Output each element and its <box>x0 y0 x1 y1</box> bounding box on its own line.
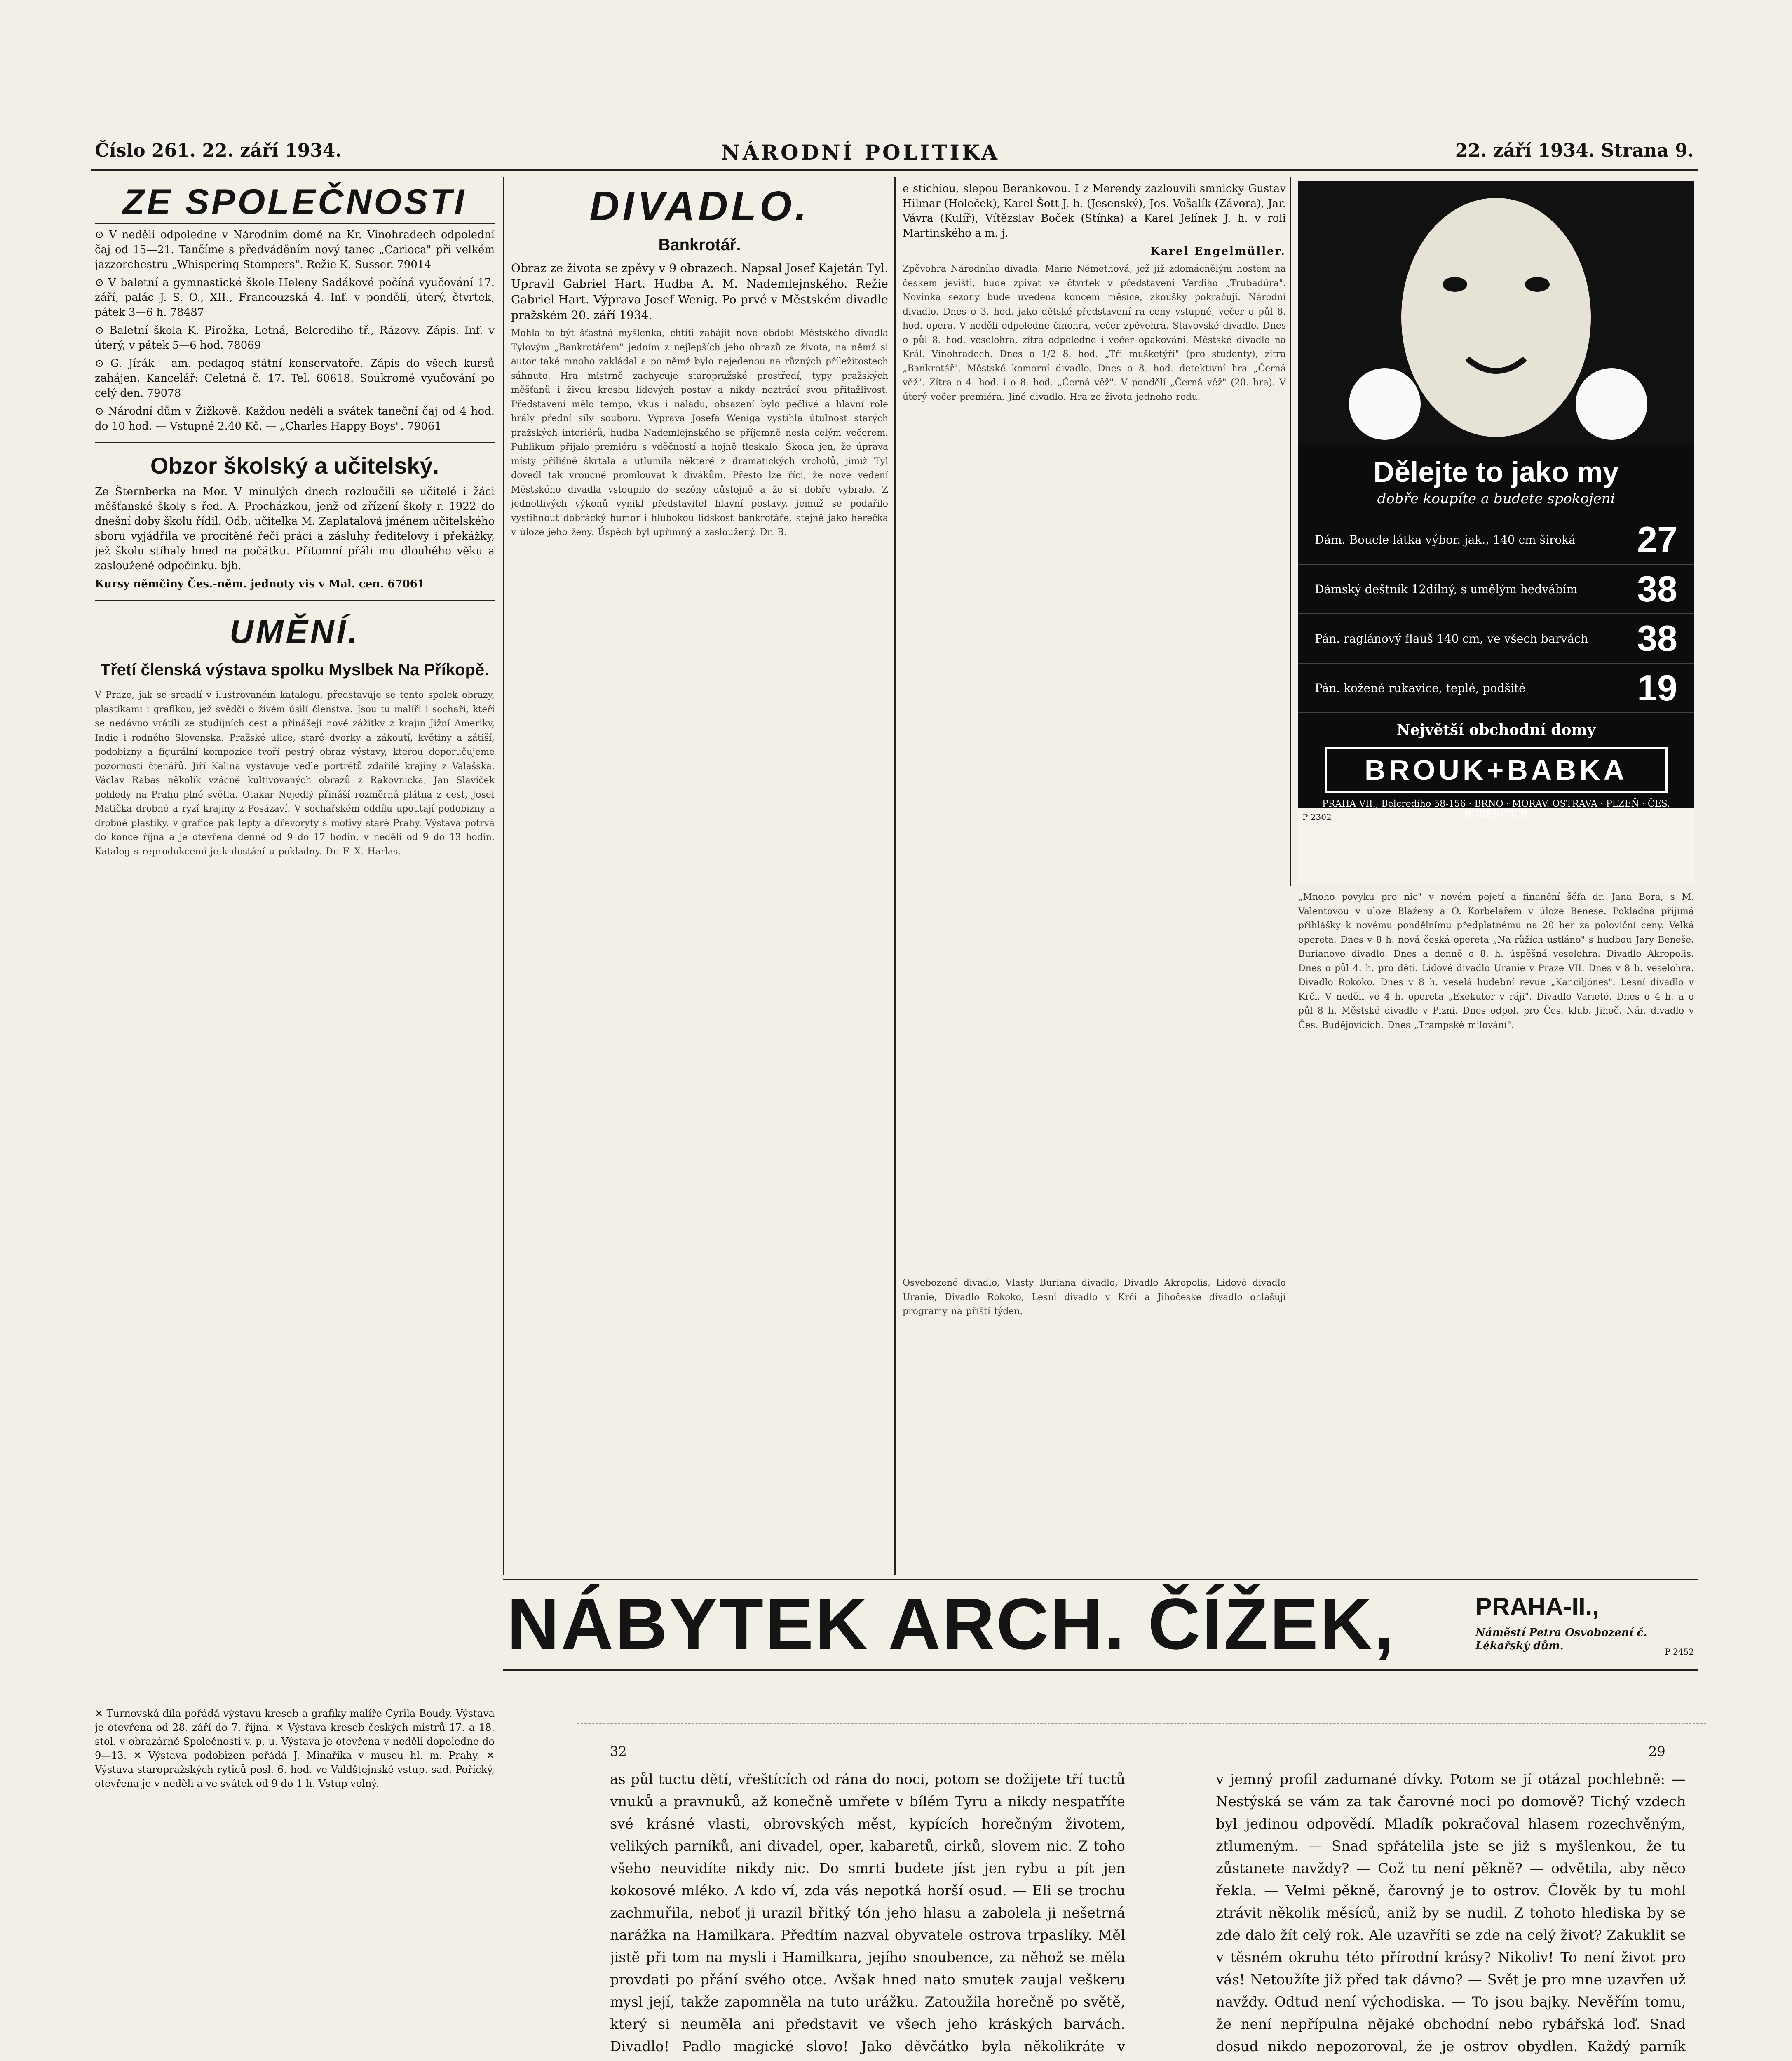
banner-main: NÁBYTEK ARCH. ČÍŽEK, <box>507 1584 1396 1664</box>
newspaper-title: NÁRODNÍ POLITIKA <box>721 140 1000 164</box>
banner-bottom-rule <box>503 1669 1698 1671</box>
section-title-spolecnost: ZE SPOLEČNOSTI <box>95 181 495 224</box>
ad-code: P 2302 <box>1302 812 1332 822</box>
ad-cities: PRAHA VII., Belcrediho 58-156 · BRNO · MORAV. OSTRAVA · PLZEŇ · ČES. BUDĚJOVICE <box>1322 799 1670 819</box>
furniture-banner <box>507 1585 1694 1663</box>
banner-address: Náměstí Petra Osvobození č. Lékařský dům. <box>1475 1627 1647 1652</box>
column-society-arts <box>95 181 495 2061</box>
notice-item: ⊙ G. Jírák - am. pedagog státní konservatoře. Zápis do všech kursů zahájen. Kancelář: Celetná č. 17. Tel. 60618. Soukromé vyučování po celý den. 79078 <box>95 357 495 399</box>
banner-code: P 2452 <box>1665 1647 1694 1657</box>
ad-headline: Dělejte to jako my <box>1373 456 1619 488</box>
ad-item-text: Dámský deštník 12dílný, s umělým hedvábím <box>1315 582 1578 596</box>
ad-illustration <box>1298 181 1694 445</box>
page-header <box>95 140 1694 169</box>
book-page-right: 29 <box>1649 1744 1665 1759</box>
notice-item: ⊙ Baletní škola K. Pirožka, Letná, Belcrediho tř., Rázovy. Zápis. Inf. v úterý, v pátek 5—6 hod. 78069 <box>95 324 495 352</box>
cut-guide <box>577 1723 1706 1724</box>
section-title-divadlo: DIVADLO. <box>589 183 810 229</box>
kurzy-notice: Kursy němčiny Čes.-něm. jednoty vis v Mal. cen. 67061 <box>95 578 425 590</box>
ad-brand: BROUK+BABKA <box>1325 747 1668 793</box>
ad-item-text: Pán. raglánový flauš 140 cm, ve všech barvách <box>1315 631 1588 646</box>
school-article: Ze Šternberka na Mor. V minulých dnech rozloučili se učitelé i žáci měšťanské školy s řed. A. Procházkou, jenž od zřízení školy r. 1922 do dnešní doby školu řídil. Odb. učitelka M. Zaplatalová jménem učitelského sboru vyjádřila ve procítěné řeči práci a zásluhy ředitelovy i překážky, jež školu stíhaly hned na počátku. Přítomní přáli mu dlouhého věku a zasloužené odpočinku. bjb. <box>95 486 495 572</box>
ad-item <box>1298 664 1694 713</box>
theatre-notices: „Mnoho povyku pro nic" v novém pojetí a finanční šéfa dr. Jana Bora, s M. Valentovou v úloze Blaženy a O. Korbelářem v úloze Benese. Pokladna přijímá přihlášky k novému pondělnímu předplatnému na 20 her za poloviční ceny. Velká opereta. Dnes v 8 h. nová česká opereta „Na růžích ustláno" s hudbou Jary Beneše. Burianovo divadlo. Dnes a denně o 8. h. úspěšná veselohra. Divadlo Akropolis. Dnes o půl 4. h. pro děti. Lidové divadlo Uranie v Praze VII. Dnes v 8 h. veselohra. Divadlo Rokoko. Dnes v 8 h. veselá hudební revue „Kanciljónes". Lesní divadlo v Krči. V neděli ve 4 h. opereta „Exekutor v ráji". Divadlo Varieté. Dnes o 4 h. a o půl 8 h. Městské divadlo v Plzni. Dnes odpol. pro Čes. klub. Jihoč. Nár. divadlo v Čes. Budějovicích. Dnes „Trampské milování". <box>1298 892 1694 1030</box>
book-left-column: as půl tuctu dětí, vřeštících od rána do noci, potom se dožijete tří tuctů vnuků a pravnuků, až konečně umřete v bílém Tyru a nikdy nespatříte své krásné vlasti, obrovských měst, kypících horečným životem, velikých parníků, ani divadel, oper, kabaretů, cirků, slovem nic. Z toho všeho neuvidíte nikdy nic. Do smrti budete jíst jen rybu a pít jen kokosové mléko. A kdo ví, zda vás nepotká horší osud. — Eli se trochu zachmuřila, neboť ji urazil břitký tón jeho hlasu a zabolela ji nešetrná narážka na Hamilkara. Předtím nazval obyvatele ostrova trpaslíky. Měl jistě při tom na mysli i Hamilkara, jejího snoubence, za něhož se měla provdati po přání svého otce. Avšak hned nato smutek zaujal veškeru mysl její, takže zapomněla na tuto urážku. Zatoužila horečně po světě, který si neuměla ani představit ve všech jeho kráských barvách. Divadlo! Padlo magické slovo! Jako děvčátko byla několikráte v <box>610 1771 1125 2055</box>
ad-item-price: 27 <box>1637 519 1677 560</box>
column-divider <box>503 177 504 1575</box>
review-signature: Karel Engelmüller. <box>1150 245 1286 258</box>
ad-item-price: 19 <box>1637 667 1677 708</box>
umeni-subtitle: Třetí členská výstava spolku Myslbek Na Příkopě. <box>100 661 489 679</box>
divider <box>95 600 495 601</box>
ad-item-list <box>1298 515 1694 713</box>
header-rule <box>91 169 1698 171</box>
issue-info: Číslo 261. 22. září 1934. <box>95 140 342 161</box>
review-credits: Obraz ze života se zpěvy v 9 obrazech. Napsal Josef Kajetán Tyl. Upravil Gabriel Hart. Hudba A. M. Nademlejnského. Režie Gabriel Hart. Výprava Josef Wenig. Po prvé v Městském divadle pražském 20. září 1934. <box>511 261 888 322</box>
review-text: Mohla to být šťastná myšlenka, chtíti zahájit nové období Městského divadla Tylovým „Bankrotářem" jedním z nejlepších jeho obrazů ze života, na němž si autor také mnoho zakládal a po němž bylo nejedenou na různých příležitostech sáhnuto. Hra mistrně zachycuje staropražské prostředí, typy pražských měšťanů i živou kresbu lidových postav a nikdy neztrácí svou přitažlivost. Představení mělo tempo, vkus i náladu, obsazení bylo pečlivé a hlavní role hrály přední síly souboru. Výprava Josefa Weniga vystihla útulnost starých pražských interiérů, hudba Nademlejnského se příjemně nesla celým večerem. Publikum přijalo premiéru s vděčností a hojně tleskalo. Škoda jen, že úprava místy přílišně škrtala a utlumila některé z dramatických vrcholů, jimiž Tyl dovedl tak vroucně promlouvat k divákům. Přesto lze říci, že nové vedení Městského divadla vstoupilo do sezóny důstojně a že si dobře vybralo. Z jednotlivých výkonů vynikl představitel hlavní postavy, jemuž se podařilo vystihnout dobrácký humor i hlubokou lidskost bankrotáře, stejně jako herečka v úloze jeho ženy. Úspěch byl upřímný a zasloužený. Dr. B. <box>511 328 888 538</box>
theatre-news: Zpěvohra Národního divadla. Marie Némethová, jež již zdomácnělým hostem na českém jevišti, bude zpívat ve čtvrtek v představení Verdiho „Trubadúra". Novinka sezóny bude uvedena koncem měsíce, zkoušky pokračují. Národní divadlo. Dnes o 3. hod. jako dětské představení ra ceny vstupné, večer o půl 8. hod. opera. V neděli odpoledne činohra, večer zpěvohra. Stavovské divadlo. Dnes o půl 8. hod. veselohra, zítra odpoledne i večer opakování. Městské divadlo na Král. Vinohradech. Dnes o 1/2 8. hod. „Tři mušketýři" (pro studenty), zítra „Bankrotář". Městské komorní divadlo. Dnes o 8. hod. detektivní hra „Černá věž". Zítra o 4. hod. i o 8. hod. „Černá věž". V pondělí „Černá věž" (20. hra). V úterý večer premiéra. Jiné divadlo. Hra ze života jednoho rodu. <box>903 264 1286 402</box>
ad-item <box>1298 515 1694 565</box>
review-title: Bankrotář. <box>658 236 741 254</box>
exhibition-notes: ✕ Turnovská díla pořádá výstavu kreseb a grafiky malíře Cyrila Boudy. Výstava je otevřena od 28. září do 7. října. ✕ Výstava kreseb českých mistrů 17. a 18. stol. v obrazárně Společnosti v. p. u. Výstava je otevřena v neděli dopoledne do 9—13. ✕ Výstava podobizen pořádá J. Minaříka v museu hl. m. Prahy. ✕ Výstava staropražských ryticů posl. 6. hod. ve Valdštejnské vstup. sad. Pořícký, otevřena je v neděli a ve svátek od 9 do 1 h. Vstup volný. <box>95 1708 495 1789</box>
umeni-article: V Praze, jak se srcadlí v ilustrovaném katalogu, představuje se tento spolek obrazy, plastikami i grafikou, jež svědčí o živém úsilí členstva. Jsou tu malíři i sochaři, kteří se nedávno vrátili ze studijních cest a přinášejí nové zážitky z krajin Jižní Ameriky, Indie i rodného Slovenska. Pražské ulice, staré dvorky a zákoutí, květiny a zátiší, podobizny a figurální kompozice tvoří pestrý obraz výstavy, kterou doporučujeme pozornosti čtenářů. Jiří Kalina vystavuje vedle portrétů zdařilé krajiny z Valašska, Václav Rabas několik vzácně kultivovaných obrazů z Rakovnicka, Jan Slavíček pohledy na Prahu plné světla. Otakar Nejedlý přináší rozměrná plátna z cest, Josef Matička drobné a ryzí krajiny z Posázaví. V sochařském oddílu upoutají podobizny a drobné plastiky, v grafice pak lepty a dřevoryty s motivy staré Prahy. Výstava potrvá do konce října a je otevřena denně od 9 do 17 hodin, v neděli od 9 do 13 hodin. Katalog s reprodukcemi je k dostání u pokladny. Dr. F. X. Harlas. <box>95 690 495 857</box>
ad-item-price: 38 <box>1637 618 1677 659</box>
ad-item-price: 38 <box>1637 568 1677 609</box>
page-info: 22. září 1934. Strana 9. <box>1455 140 1694 161</box>
ad-item-text: Pán. kožené rukavice, teplé, podšité <box>1315 681 1526 695</box>
column-theatre <box>511 181 888 1570</box>
ad-tagline: dobře koupíte a budete spokojeni <box>1377 491 1615 507</box>
review-continuation: e stichiou, slepou Berankovou. I z Merendy zazlouvili smnicky Gustav Hilmar (Holeček), Karel Šott J. h. (Jesenský), Jos. Vošalík (Závora), Jar. Vávra (Kulíř), Vítězslav Boček (Stínka) a Karel Jelínek J. h. v roli Martinského a m. j. <box>903 183 1286 239</box>
banner-city: PRAHA-II., <box>1475 1593 1599 1620</box>
notice-item: ⊙ Národní dům v Žižkově. Každou neděli a svátek taneční čaj od 4 hod. do 10 hod. — Vstupné 2.40 Kč. — „Charles Happy Boys". 79061 <box>95 405 495 432</box>
banner-top-rule <box>503 1579 1698 1580</box>
notice-item: ⊙ V neděli odpoledne v Národním domě na Kr. Vinohradech odpolední čaj od 15—21. Tančíme s předváděním nový tanec „Carioca" při velkém jazzorchestru „Whispering Stompers". Režie K. Susser. 79014 <box>95 229 495 271</box>
ad-item <box>1298 614 1694 664</box>
book-right-column: v jemný profil zadumané dívky. Potom se jí otázal pochlebně: — Nestýská se vám za tak čarovné noci po domově? Tichý vzdech byl jedinou odpovědí. Mladík pokračoval hlasem rozechvěným, ztlumeným. — Snad spřátelila jste se již s myšlenkou, že tu zůstanete navždy? — Což tu není pěkně? — odvětila, aby něco řekla. — Velmi pěkně, čarovný je to ostrov. Člověk by tu mohl ztrávit několik měsíců, aniž by se nudil. Z tohoto hlediska by se zde dalo žít celý rok. Ale uzavříti se zde na celý život? Zakuklit se v těsném okruhu této přírodní krásy? Nikoliv! To není život pro vás! Netoužíte již před tak dávno? — Svět je pro mne uzavřen už navždy. Odtud není východiska. — To jsou bajky. Nevěřím tomu, že není nepřípulna nějaké obchodní nebo rybářská loď. Snad dosud nikdo nepozoroval, že je ostrov obydlen. Každý parník <box>1216 1771 1686 2055</box>
brouk-babka-ad <box>1298 181 1694 882</box>
divider <box>95 442 495 443</box>
ad-item <box>1298 565 1694 614</box>
ad-item-text: Dám. Boucle látka výbor. jak., 140 cm široká <box>1315 533 1576 547</box>
theatre-program: Osvobozené divadlo, Vlasty Buriana divadlo, Divadlo Akropolis, Lidové divadlo Uranie, Divadlo Rokoko, Lesní divadlo v Krči a Jihočeské divadlo ohlašují programy na příští týden. <box>903 1278 1286 1317</box>
column-divider <box>1290 177 1291 886</box>
book-page-left: 32 <box>610 1744 627 1759</box>
column-theatre-notices <box>1298 890 1694 1570</box>
school-heading: Obzor školský a učitelský. <box>150 453 439 479</box>
section-title-umeni: UMĚNÍ. <box>230 613 360 650</box>
column-divider <box>894 177 896 1575</box>
column-theatre-news <box>903 181 1286 1570</box>
notice-item: ⊙ V baletní a gymnastické škole Heleny Sadákové počíná vyučování 17. září, palác J. S. O., XII., Francouzská 4. Inf. v pondělí, úterý, čtvrtek, pátek 3—6 h. 78487 <box>95 277 495 319</box>
ad-footer: Největší obchodní domy <box>1396 721 1596 739</box>
